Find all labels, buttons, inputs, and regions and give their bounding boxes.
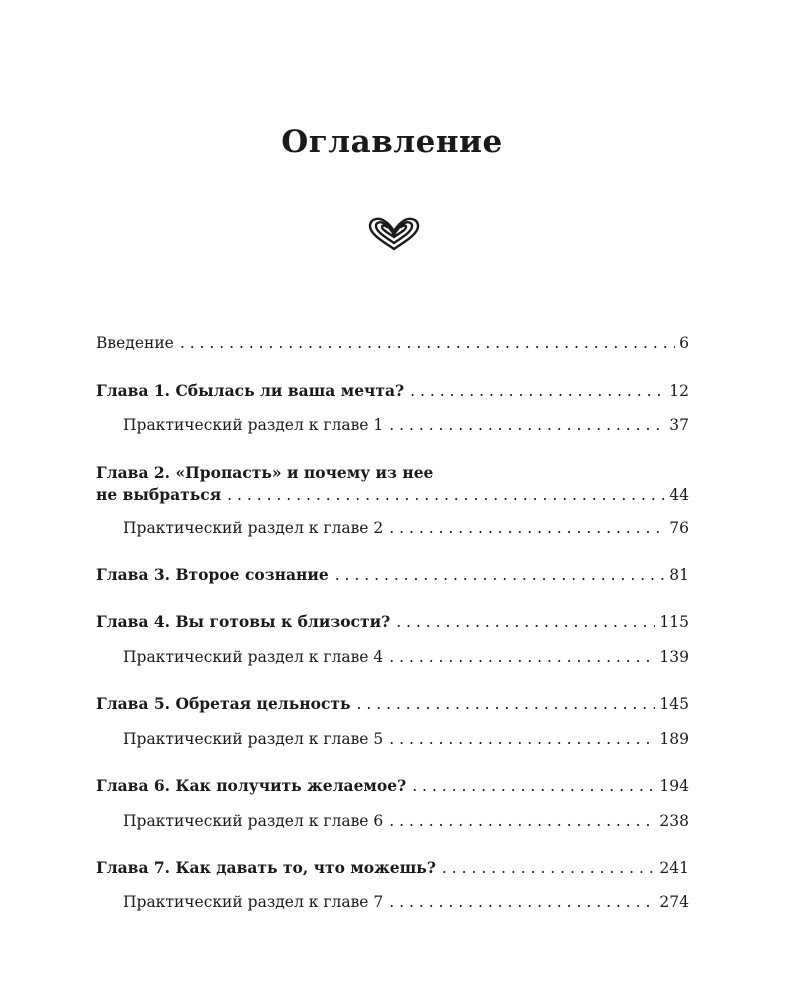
toc-entry-label-line2: не выбраться	[96, 485, 222, 504]
toc-entry-label: Практический раздел к главе 6	[123, 812, 384, 830]
toc-entry-chapter-2[interactable]	[96, 462, 689, 506]
toc-entry-practice-7[interactable]	[123, 891, 689, 913]
toc-entry-chapter-6[interactable]	[96, 775, 689, 797]
toc-entry-practice-5[interactable]	[123, 728, 689, 750]
toc-entry-practice-6[interactable]	[123, 810, 689, 832]
toc-entry-chapter-4[interactable]	[96, 611, 689, 633]
dot-leader	[412, 775, 655, 797]
dot-leader	[389, 728, 655, 750]
toc-entry-chapter-1[interactable]	[96, 380, 689, 402]
dot-leader	[335, 564, 666, 586]
toc-page-number: 238	[659, 812, 689, 830]
toc-page-number: 76	[669, 519, 689, 537]
dot-leader	[396, 611, 655, 633]
toc-page-number: 145	[659, 695, 689, 713]
toc-entry-label: Глава 4. Вы готовы к близости?	[96, 612, 391, 631]
toc-page-number: 44	[669, 486, 689, 504]
toc-entry-label: Глава 1. Сбылась ли ваша мечта?	[96, 381, 405, 400]
dot-leader	[389, 517, 665, 539]
toc-entry-label: Глава 5. Обретая цельность	[96, 694, 351, 713]
toc-entry-label: Введение	[96, 334, 174, 352]
toc-entry-chapter-3[interactable]	[96, 564, 689, 586]
dot-leader	[180, 332, 675, 354]
toc-entry-practice-1[interactable]	[123, 414, 689, 436]
toc-page-number: 12	[669, 382, 689, 400]
toc-entry-label: Глава 7. Как давать то, что можешь?	[96, 858, 436, 877]
dot-leader	[410, 380, 665, 402]
toc-page-number: 6	[679, 334, 689, 352]
toc-entry-practice-2[interactable]	[123, 517, 689, 539]
toc-entry-label: Практический раздел к главе 1	[123, 416, 384, 434]
toc-page-number: 194	[659, 777, 689, 795]
toc-page-number: 189	[659, 730, 689, 748]
dot-leader	[389, 891, 655, 913]
dot-leader	[389, 646, 655, 668]
toc-page-number: 241	[659, 859, 689, 877]
toc-page-number: 115	[659, 613, 689, 631]
double-heart-icon	[366, 216, 422, 252]
toc-entry-practice-4[interactable]	[123, 646, 689, 668]
toc-entry-label-line1: Глава 2. «Пропасть» и почему из нее	[96, 463, 434, 482]
dot-leader	[357, 693, 656, 715]
dot-leader	[389, 810, 655, 832]
toc-entry-label: Глава 3. Второе сознание	[96, 565, 329, 584]
toc-entry-label: Практический раздел к главе 7	[123, 893, 384, 911]
toc-entry-chapter-5[interactable]	[96, 693, 689, 715]
toc-page-number: 139	[659, 648, 689, 666]
toc-entry-intro[interactable]	[96, 332, 689, 354]
toc-entry-label: Практический раздел к главе 4	[123, 648, 384, 666]
toc-entry-label: Глава 6. Как получить желаемое?	[96, 776, 407, 795]
toc-entry-label: Практический раздел к главе 5	[123, 730, 384, 748]
toc-page-number: 81	[669, 566, 689, 584]
toc-page-number: 274	[659, 893, 689, 911]
page-title: Оглавление	[281, 124, 503, 160]
dot-leader	[442, 857, 656, 879]
toc-page-number: 37	[669, 416, 689, 434]
toc-entry-label: Практический раздел к главе 2	[123, 519, 384, 537]
dot-leader	[389, 414, 665, 436]
dot-leader	[227, 484, 665, 506]
toc-entry-chapter-7[interactable]	[96, 857, 689, 879]
